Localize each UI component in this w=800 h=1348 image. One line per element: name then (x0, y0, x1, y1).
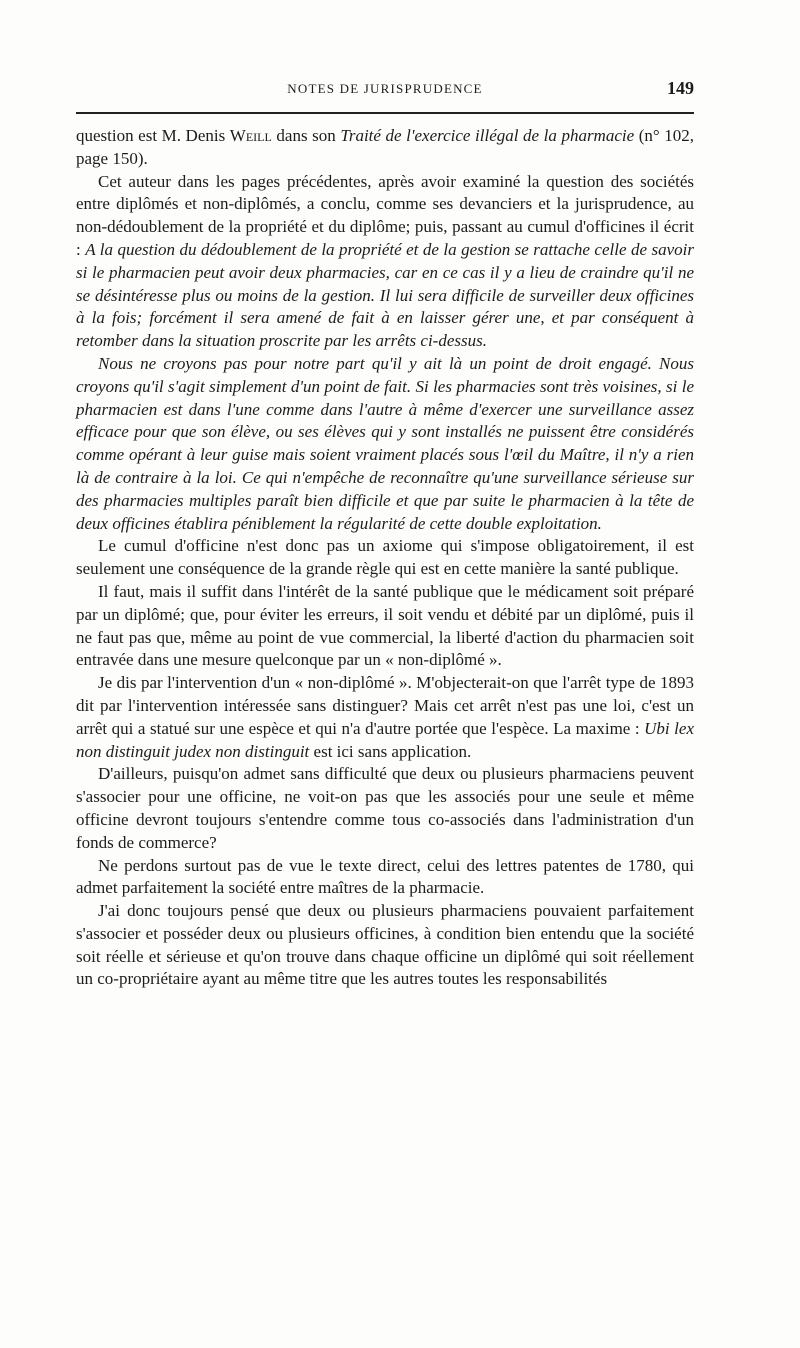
page-body (76, 125, 694, 991)
paragraph-5 (76, 581, 694, 672)
paragraph-8 (76, 855, 694, 901)
paragraph-2-quotation: A la question du dédoublement de la propriété et de la gestion se rattache celle de savoir si le pharmacien peut avoir deux pharmacies, car en ce cas il y a lieu de craindre qu'il ne se désintéresse plus ou moins de la gestion. Il lui sera difficile de surveiller deux officines à la fois; forcément il sera amené de fait à en laisser gérer une, et par conséquent à retomber dans la situation proscrite par les arrêts ci-dessus. (76, 239, 694, 351)
paragraph-9 (76, 900, 694, 991)
paragraph-6-text-a: Je dis par l'intervention d'un « non-diplômé ». M'objecterait-on que l'arrêt type de 1893 dit par l'intervention intéressée sans distinguer? Mais cet arrêt n'est pas une loi, c'est un arrêt qui a statué sur une espèce et qui n'a d'autre portée que l'espèce. La maxime : (76, 673, 694, 738)
page-number: 149 (667, 78, 694, 98)
running-header-title: NOTES DE JURISPRUDENCE (287, 81, 483, 96)
paragraph-1-text-a: question est M. Denis (76, 126, 230, 145)
paragraph-5-text: Il faut, mais il suffit dans l'intérêt de la santé publique que le médicament soit préparé par un diplômé; que, pour éviter les erreurs, il soit vendu et débité par un diplômé, puis il ne faut pas que, même au point de vue commercial, la liberté d'action du pharmacien soit entravée dans une mesure quelconque par un « non-diplômé ». (76, 581, 694, 670)
paragraph-8-text: Ne perdons surtout pas de vue le texte direct, celui des lettres patentes de 1780, qui admet parfaitement la société entre maîtres de la pharmacie. (76, 855, 694, 898)
paragraph-4-text: Le cumul d'officine n'est donc pas un axiome qui s'impose obligatoirement, il est seulement une conséquence de la grande règle qui est en cette manière la santé publique. (76, 536, 694, 579)
paragraph-4 (76, 535, 694, 581)
paragraph-1-text-c: dans son (271, 126, 341, 145)
paragraph-7-text: D'ailleurs, puisqu'on admet sans difficulté que deux ou plusieurs pharmaciens peuvent s'associer pour une officine, ne voit-on pas que les associés pour une seule et même officine devront toujours s'entendre comme tous co-associés dans l'administration d'un fonds de commerce? (76, 764, 694, 852)
paragraph-2-text: Cet auteur dans les pages précédentes, après avoir examiné la question des sociétés entre diplômés et non-diplômés, a conclu, comme ses devanciers et la jurisprudence, au non-dédoublement de la propriété et du diplôme; puis, passant au cumul d'officines il écrit : (76, 171, 694, 259)
running-header (76, 78, 694, 102)
paragraph-7 (76, 763, 694, 854)
paragraph-3 (76, 353, 694, 535)
paragraph-6 (76, 672, 694, 763)
paragraph-1-text-e: (n° 102, page 150). (76, 126, 694, 168)
paragraph-6-text-c: est ici sans application. (309, 741, 472, 761)
paragraph-3-quotation: Nous ne croyons pas pour notre part qu'il y ait là un point de droit engagé. Nous croyons qu'il s'agit simplement d'un point de fait. Si les pharmacies sont très voisines, si le pharmacien est dans l'une comme dans l'autre à même d'exercer une surveillance assez efficace pour que son élève, ou ses élèves qui y sont installés ne puissent être considérés comme opérant à leur guise mais soient vraiment placés sous l'œil du Maître, il n'y a rien là de contraire à la loi. Ce qui n'empêche de reconnaître qu'une surveillance sérieuse sur des pharmacies multiples paraît bien difficile et que par suite le pharmacien à la tête de deux officines établira péniblement la régularité de cette double exploitation. (76, 353, 694, 533)
latin-maxim: Ubi lex non distinguit judex non distinguit (76, 718, 694, 761)
paragraph-2 (76, 171, 694, 353)
book-title: Traité de l'exercice illégal de la pharmacie (340, 126, 635, 145)
header-rule (76, 112, 694, 114)
paragraph-1 (76, 125, 694, 171)
author-surname: Weill (229, 126, 272, 145)
paragraph-9-text: J'ai donc toujours pensé que deux ou plusieurs pharmaciens pouvaient parfaitement s'associer et posséder deux ou plusieurs officines, à condition bien entendu que la société soit réelle et sérieuse et qu'on trouve dans chaque officine un diplômé qui soit réellement un co-propriétaire ayant au même titre que les autres toutes les responsabilités (76, 901, 694, 989)
